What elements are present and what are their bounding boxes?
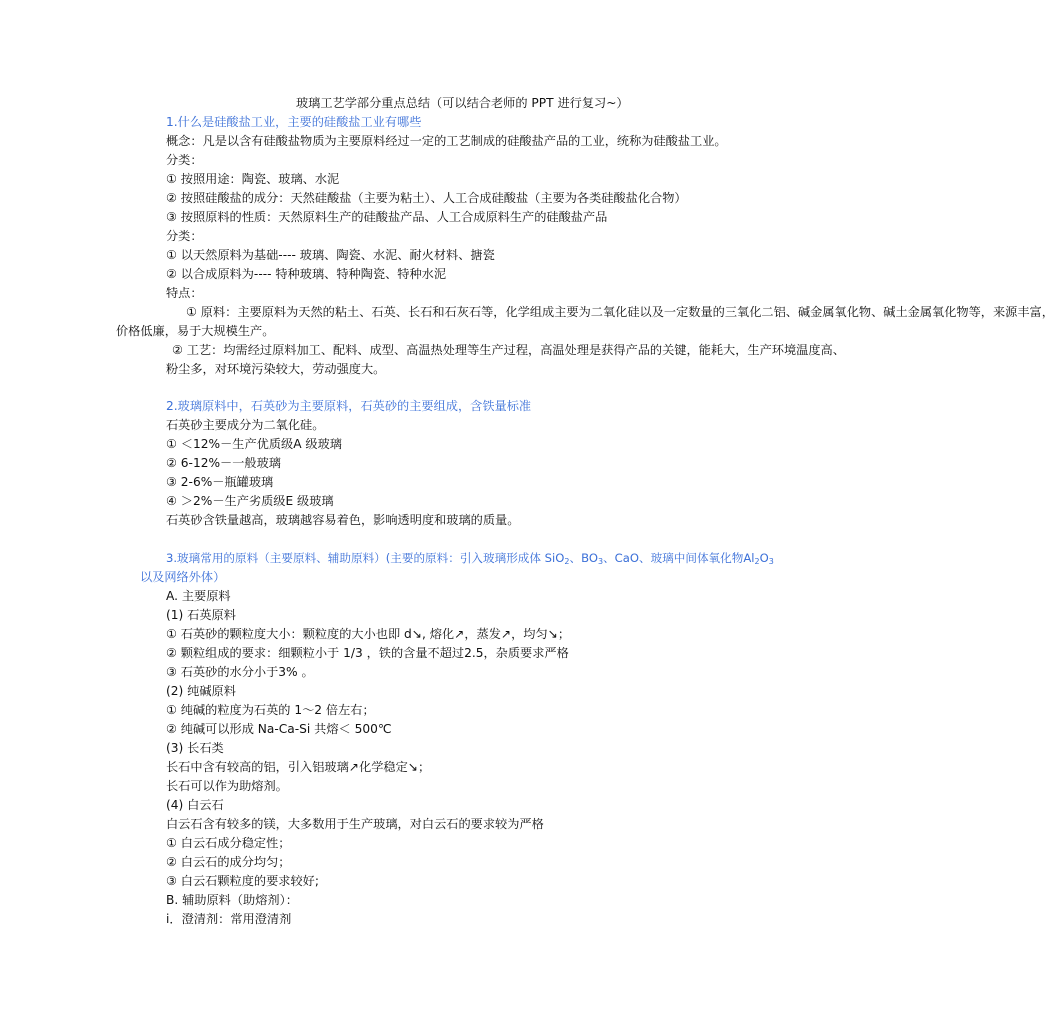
s1-line: 特点： bbox=[166, 286, 203, 300]
section-1-heading: 1.什么是硅酸盐工业，主要的硅酸盐工业有哪些 bbox=[166, 115, 422, 129]
s1-line: 概念：凡是以含有硅酸盐物质为主要原料经过一定的工艺制成的硅酸盐产品的工业，统称为硅酸盐工业。 bbox=[166, 134, 727, 148]
s1-line: ② 以合成原料为---- 特种玻璃、特种陶瓷、特种水泥 bbox=[166, 267, 447, 281]
subscript: 2 bbox=[564, 557, 570, 566]
subscript: 3 bbox=[768, 557, 774, 566]
page-title: 玻璃工艺学部分重点总结（可以结合老师的 PPT 进行复习~） bbox=[296, 96, 629, 110]
s1-line: 价格低廉，易于大规模生产。 bbox=[116, 324, 275, 338]
s3-line: i．澄清剂：常用澄清剂 bbox=[166, 912, 292, 926]
subscript: 2 bbox=[754, 557, 760, 566]
s3-line: ③ 白云石颗粒度的要求较好; bbox=[166, 874, 319, 888]
s1-line: 分类： bbox=[166, 153, 203, 167]
s3-line: (3) 长石类 bbox=[166, 741, 224, 755]
section-3-heading bbox=[166, 549, 774, 568]
s3-line: ③ 石英砂的水分小于3% 。 bbox=[166, 665, 314, 679]
s2-line: ③ 2-6%－瓶罐玻璃 bbox=[166, 475, 274, 489]
s1-line: ② 工艺：均需经过原料加工、配料、成型、高温热处理等生产过程，高温处理是获得产品的关键，能耗大，生产环境温度高、 bbox=[172, 343, 845, 357]
s3-line: ① 石英砂的颗粒度大小：颗粒度的大小也即 d↘, 熔化↗，蒸发↗，均匀↘； bbox=[166, 627, 571, 641]
section-2-heading: 2.玻璃原料中，石英砂为主要原料，石英砂的主要组成，含铁量标准 bbox=[166, 399, 532, 413]
s3-line: B. 辅助原料（助熔剂）： bbox=[166, 893, 298, 907]
s3-heading-part: 、CaO、玻璃中间体氧化物Al bbox=[603, 551, 755, 565]
s1-line: 粉尘多，对环境污染较大，劳动强度大。 bbox=[166, 362, 386, 376]
s3-line: A. 主要原料 bbox=[166, 589, 231, 603]
s2-line: 石英砂含铁量越高，玻璃越容易着色，影响透明度和玻璃的质量。 bbox=[166, 513, 520, 527]
s3-heading-part: 3.玻璃常用的原料（主要原料、辅助原料）(主要的原料：引入玻璃形成体 SiO bbox=[166, 551, 565, 565]
s3-line: (1) 石英原料 bbox=[166, 608, 236, 622]
s3-line: 长石中含有较高的铝，引入铝玻璃↗化学稳定↘； bbox=[166, 760, 431, 774]
s3-line: 白云石含有较多的镁，大多数用于生产玻璃，对白云石的要求较为严格 bbox=[166, 817, 544, 831]
s1-line: ① 按照用途：陶瓷、玻璃、水泥 bbox=[166, 172, 340, 186]
s3-line: ① 白云石成分稳定性； bbox=[166, 836, 291, 850]
s3-line: (2) 纯碱原料 bbox=[166, 684, 236, 698]
s3-line: ② 白云石的成分均匀； bbox=[166, 855, 291, 869]
s3-heading-part: O bbox=[759, 551, 769, 565]
s1-line: ① 原料：主要原料为天然的粘土、石英、长石和石灰石等，化学组成主要为二氧化硅以及一定数量的三氧化二铝、碱金属氧化物、碱土金属氧化物等，来源丰富， bbox=[186, 305, 1054, 319]
section-3-heading-cont: 以及网络外体） bbox=[140, 570, 226, 584]
s3-heading-part: 、BO bbox=[569, 551, 598, 565]
s3-line: ② 纯碱可以形成 Na-Ca-Si 共熔＜ 500℃ bbox=[166, 722, 392, 736]
s1-line: 分类： bbox=[166, 229, 203, 243]
s2-line: ① ＜12%－生产优质级A 级玻璃 bbox=[166, 437, 342, 451]
s2-line: ④ ＞2%－生产劣质级E 级玻璃 bbox=[166, 494, 334, 508]
s3-line: (4) 白云石 bbox=[166, 798, 224, 812]
s1-line: ② 按照硅酸盐的成分：天然硅酸盐（主要为粘土）、人工合成硅酸盐（主要为各类硅酸盐化合物） bbox=[166, 191, 687, 205]
s3-line: ① 纯碱的粒度为石英的 1～2 倍左右； bbox=[166, 703, 375, 717]
s3-line: 长石可以作为助熔剂。 bbox=[166, 779, 288, 793]
subscript: 3 bbox=[597, 557, 604, 566]
s3-line: ② 颗粒组成的要求：细颗粒小于 1/3 ，铁的含量不超过2.5，杂质要求严格 bbox=[166, 646, 569, 660]
s2-line: ② 6-12%－一般玻璃 bbox=[166, 456, 281, 470]
s1-line: ③ 按照原料的性质：天然原料生产的硅酸盐产品、人工合成原料生产的硅酸盐产品 bbox=[166, 210, 608, 224]
s1-line: ① 以天然原料为基础---- 玻璃、陶瓷、水泥、耐火材料、搪瓷 bbox=[166, 248, 495, 262]
s2-line: 石英砂主要成分为二氧化硅。 bbox=[166, 418, 325, 432]
